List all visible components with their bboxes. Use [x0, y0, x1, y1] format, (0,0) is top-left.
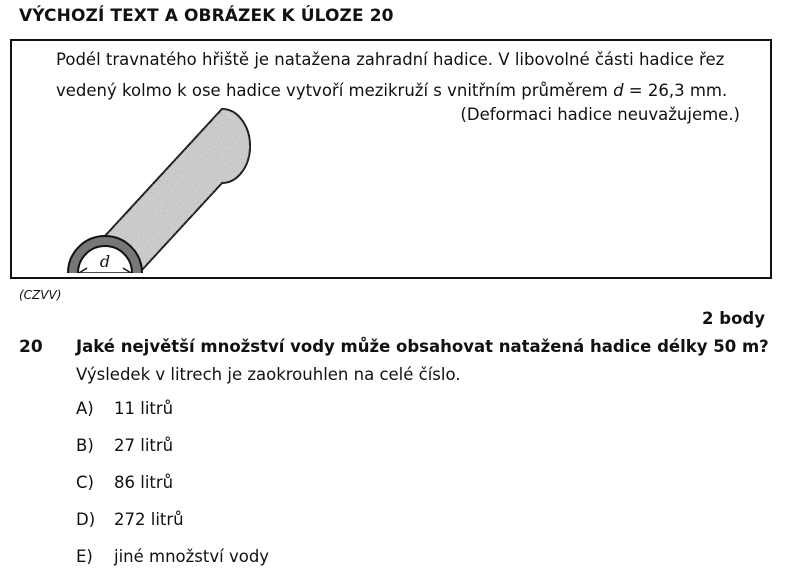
diameter-label: d: [99, 252, 111, 271]
option-letter: A): [76, 399, 94, 418]
option-text: jiné množství vody: [114, 547, 270, 566]
question-number: 20: [19, 337, 43, 357]
option-text: 27 litrů: [114, 436, 174, 455]
option-letter: C): [76, 473, 94, 492]
option-text: 11 litrů: [114, 399, 174, 418]
source-credit: (CZVV): [19, 288, 62, 302]
points-value: 2 body: [702, 309, 765, 328]
option-text: 272 litrů: [114, 510, 184, 529]
option-letter: D): [76, 510, 96, 529]
diameter-variable: d: [613, 81, 624, 100]
answer-options: [76, 399, 269, 584]
section-heading: VÝCHOZÍ TEXT A OBRÁZEK K ÚLOZE 20: [19, 6, 394, 26]
source-text-box: [10, 39, 772, 279]
option-d[interactable]: [76, 510, 269, 547]
intro-line-2: [56, 75, 756, 106]
question-subtext: Výsledek v litrech je zaokrouhlen na celé číslo.: [76, 365, 461, 384]
intro-line-2-end: = 26,3 mm.: [623, 81, 728, 100]
option-letter: E): [76, 547, 93, 566]
option-a[interactable]: [76, 399, 269, 436]
option-c[interactable]: [76, 473, 269, 510]
option-b[interactable]: [76, 436, 269, 473]
hose-figure: [56, 107, 256, 277]
option-text: 86 litrů: [114, 473, 174, 492]
intro-line-1: Podél travnatého hřiště je natažena zahradní hadice. V libovolné části hadice řez: [56, 50, 725, 69]
intro-text: [56, 44, 756, 106]
question-text: Jaké největší množství vody může obsahovat natažená hadice délky 50 m?: [76, 337, 769, 356]
option-letter: B): [76, 436, 94, 455]
deformation-note: (Deformaci hadice neuvažujeme.): [460, 105, 740, 124]
intro-line-2-start: vedený kolmo k ose hadice vytvoří mezikruží s vnitřním průměrem: [56, 81, 614, 100]
option-e[interactable]: [76, 547, 269, 584]
hose-illustration: [56, 107, 256, 273]
